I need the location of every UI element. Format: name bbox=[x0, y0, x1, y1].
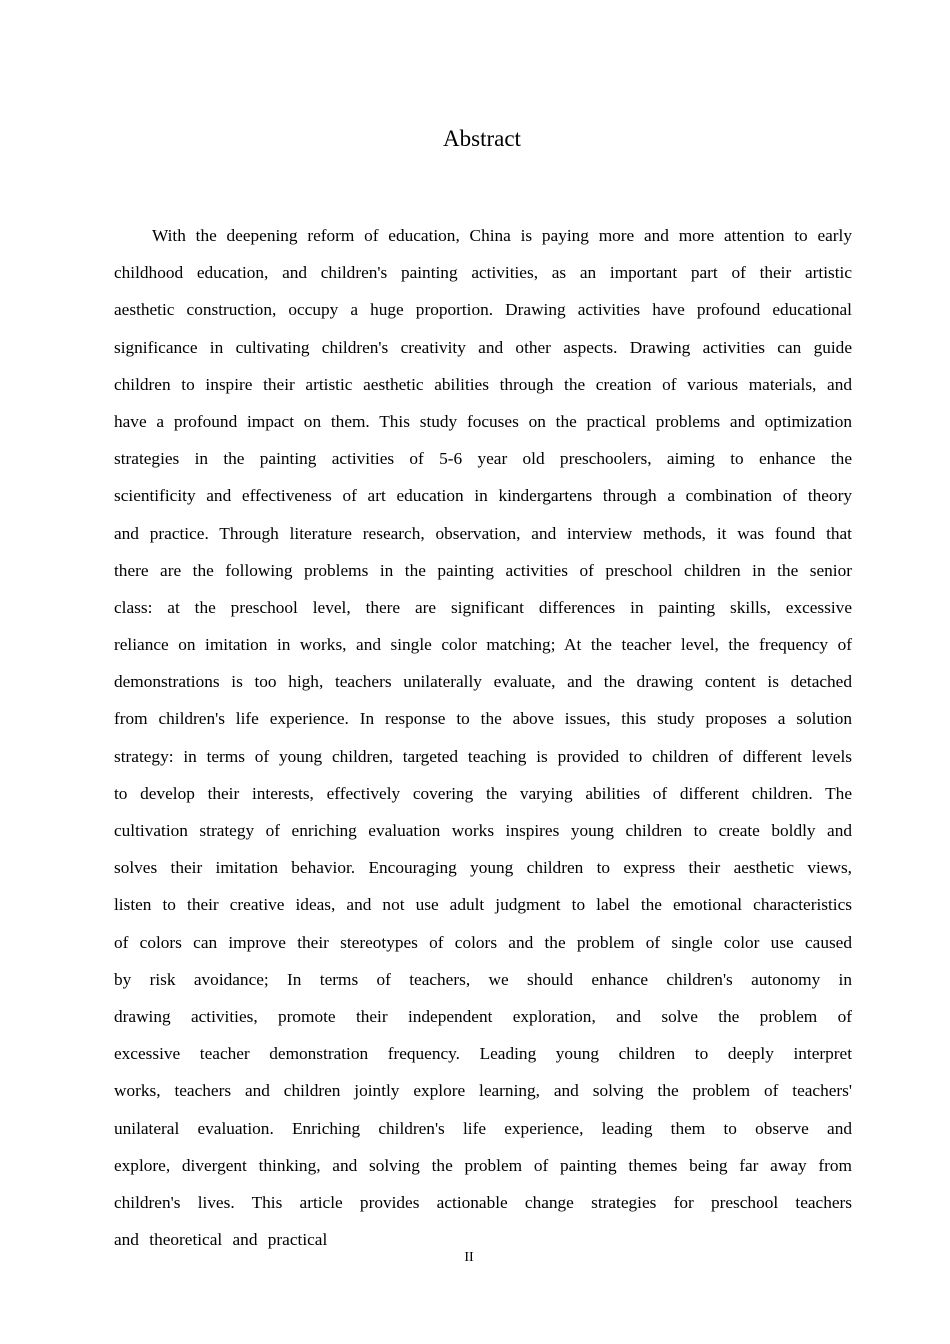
abstract-line: demonstrations is too high, teachers unilaterally evaluate, and the drawing content is detached bbox=[114, 672, 852, 692]
abstract-line: there are the following problems in the painting activities of preschool children in the senior bbox=[114, 560, 852, 580]
abstract-line: works, teachers and children jointly explore learning, and solving the problem of teachers' bbox=[114, 1081, 852, 1101]
abstract-line: children's lives. This article provides actionable change strategies for preschool teachers bbox=[114, 1192, 852, 1212]
abstract-line: and theoretical and practical bbox=[114, 1230, 328, 1250]
abstract-line: unilateral evaluation. Enriching children's life experience, leading them to observe and bbox=[114, 1118, 852, 1138]
abstract-line: excessive teacher demonstration frequency. Leading young children to deeply interpret bbox=[114, 1044, 852, 1064]
abstract-line: drawing activities, promote their independent exploration, and solve the problem of bbox=[114, 1006, 852, 1026]
abstract-line: strategies in the painting activities of 5-6 year old preschoolers, aiming to enhance the bbox=[114, 449, 852, 469]
abstract-line: listen to their creative ideas, and not use adult judgment to label the emotional characteristics bbox=[114, 895, 852, 915]
abstract-line: and practice. Through literature research, observation, and interview methods, it was found that bbox=[114, 523, 852, 543]
abstract-line: aesthetic construction, occupy a huge proportion. Drawing activities have profound educational bbox=[114, 300, 852, 320]
abstract-line: class: at the preschool level, there are significant differences in painting skills, excessive bbox=[114, 597, 852, 617]
abstract-line: strategy: in terms of young children, targeted teaching is provided to children of different levels bbox=[114, 746, 852, 766]
abstract-line: of colors can improve their stereotypes of colors and the problem of single color use caused bbox=[114, 932, 852, 952]
abstract-line: by risk avoidance; In terms of teachers, we should enhance children's autonomy in bbox=[114, 969, 852, 989]
abstract-line: cultivation strategy of enriching evaluation works inspires young children to create boldly and bbox=[114, 821, 852, 840]
page-number: II bbox=[464, 1250, 474, 1265]
abstract-line: children to inspire their artistic aesthetic abilities through the creation of various materials, and bbox=[114, 374, 852, 394]
abstract-line: solves their imitation behavior. Encouraging young children to express their aesthetic views, bbox=[114, 858, 852, 878]
abstract-line: With the deepening reform of education, China is paying more and more attention to early bbox=[152, 226, 852, 245]
abstract-line: explore, divergent thinking, and solving the problem of painting themes being far away from bbox=[114, 1155, 852, 1175]
abstract-title: Abstract bbox=[443, 126, 521, 151]
abstract-line: reliance on imitation in works, and single color matching; At the teacher level, the frequency of bbox=[114, 635, 852, 655]
abstract-line: childhood education, and children's painting activities, as an important part of their artistic bbox=[114, 263, 852, 283]
abstract-body bbox=[114, 217, 852, 1258]
abstract-line: significance in cultivating children's creativity and other aspects. Drawing activities can guide bbox=[114, 337, 852, 357]
abstract-line: to develop their interests, effectively covering the varying abilities of different children. The bbox=[114, 783, 852, 803]
abstract-line: have a profound impact on them. This study focuses on the practical problems and optimization bbox=[114, 411, 852, 431]
abstract-line: from children's life experience. In response to the above issues, this study proposes a solution bbox=[114, 709, 852, 729]
abstract-line: scientificity and effectiveness of art education in kindergartens through a combination of theory bbox=[114, 486, 852, 506]
